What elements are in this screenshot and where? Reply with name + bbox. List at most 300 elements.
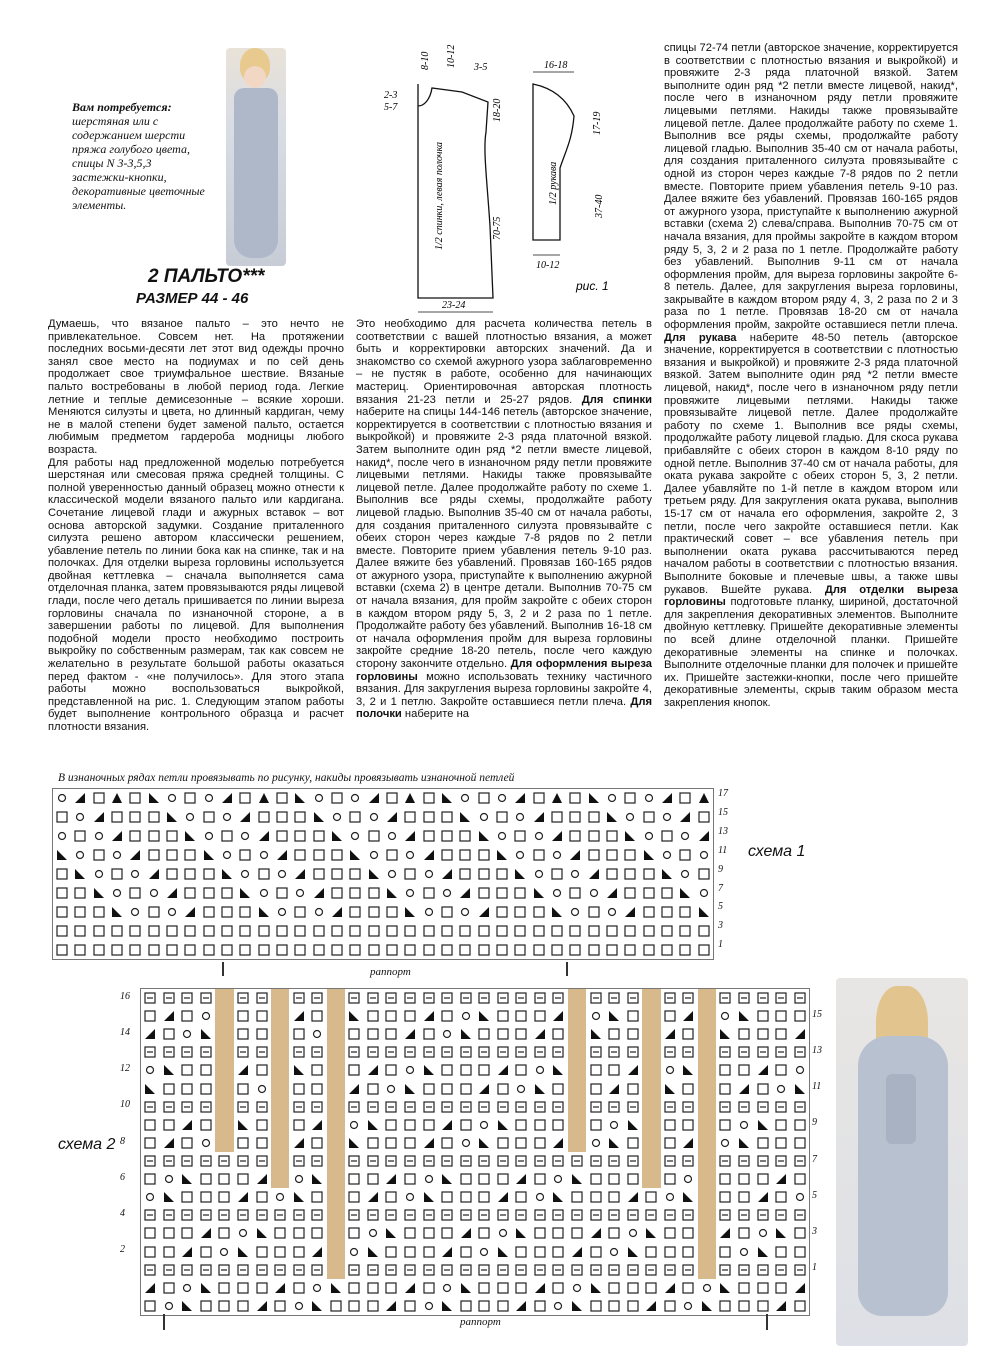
chart-cell (236, 789, 254, 808)
chart-cell (252, 1116, 271, 1134)
chart-cell (512, 1134, 531, 1152)
chart-cell (438, 1261, 457, 1279)
chart-cell (585, 789, 603, 808)
chart-cell (566, 846, 584, 865)
chart-cell (475, 940, 493, 959)
chart-cell (642, 1116, 661, 1134)
chart-cell (790, 1116, 809, 1134)
chart-cell (218, 827, 236, 846)
chart-cell (753, 989, 772, 1007)
chart-cell (382, 1243, 401, 1261)
chart-cell (218, 808, 236, 827)
chart-cell (420, 827, 438, 846)
chart-cell (308, 1279, 327, 1297)
chart-cell (181, 940, 199, 959)
chart-cell (289, 1279, 308, 1297)
scheme-2-rapport: раппорт (460, 1316, 501, 1328)
chart-cell (566, 883, 584, 902)
chart-cell (438, 789, 456, 808)
chart-cell (252, 1279, 271, 1297)
chart-cell (197, 1206, 216, 1224)
chart-cell (790, 1297, 809, 1315)
chart-cell (178, 1007, 197, 1025)
row-number: 9 (718, 863, 723, 875)
chart-cell (512, 1152, 531, 1170)
chart-cell (420, 940, 438, 959)
chart-cell (438, 1188, 457, 1206)
chart-cell (289, 1116, 308, 1134)
chart-cell (586, 1098, 605, 1116)
chart-cell (178, 1152, 197, 1170)
chart-cell (160, 1224, 179, 1242)
chart-cell (658, 865, 676, 884)
section-heading-back: Для спинки (581, 393, 653, 406)
chart-cell (640, 921, 658, 940)
chart-cell (252, 1152, 271, 1170)
chart-cell (456, 1224, 475, 1242)
chart-cell (346, 921, 364, 940)
chart-cell (475, 1279, 494, 1297)
chart-cell (586, 1261, 605, 1279)
chart-cell (438, 921, 456, 940)
chart-cell (640, 808, 658, 827)
chart-cell (271, 1206, 290, 1224)
chart-cell (271, 1261, 290, 1279)
chart-cell (586, 1279, 605, 1297)
chart-cell (623, 1098, 642, 1116)
chart-cell (419, 1206, 438, 1224)
chart-cell (255, 808, 273, 827)
chart-cell (475, 1098, 494, 1116)
chart-cell (494, 1261, 513, 1279)
chart-cell (71, 827, 89, 846)
chart-cell (71, 808, 89, 827)
dim-neck-depth-1: 2-3 (384, 90, 398, 101)
chart-cell (327, 1297, 346, 1315)
chart-cell (327, 1007, 346, 1025)
chart-cell (308, 1007, 327, 1025)
chart-cell (698, 1152, 717, 1170)
chart-cell (328, 902, 346, 921)
rapport-marker-right (566, 962, 568, 976)
chart-cell (328, 808, 346, 827)
chart-cell (735, 1134, 754, 1152)
chart-cell (71, 865, 89, 884)
chart-cell (291, 865, 309, 884)
chart-cell (494, 1116, 513, 1134)
chart-cell (197, 1261, 216, 1279)
chart-cell (438, 1134, 457, 1152)
chart-cell (511, 883, 529, 902)
chart-cell (141, 1206, 160, 1224)
chart-cell (475, 921, 493, 940)
chart-cell (364, 1279, 383, 1297)
chart-cell (310, 789, 328, 808)
chart-cell (531, 1098, 550, 1116)
materials-line: элементы. (72, 198, 127, 212)
chart-cell (218, 789, 236, 808)
chart-cell (178, 989, 197, 1007)
chart-cell (160, 1188, 179, 1206)
chart-cell (141, 1134, 160, 1152)
chart-cell (197, 1098, 216, 1116)
chart-cell (605, 1061, 624, 1079)
chart-cell (586, 1007, 605, 1025)
chart-cell (698, 1243, 717, 1261)
chart-cell (271, 989, 290, 1007)
chart-cell (640, 865, 658, 884)
chart-cell (549, 1188, 568, 1206)
chart-cell (475, 1224, 494, 1242)
chart-cell (475, 808, 493, 827)
chart-cell (215, 1080, 234, 1098)
chart-cell (364, 1116, 383, 1134)
chart-cell (163, 883, 181, 902)
chart-cell (605, 1007, 624, 1025)
chart-cell (419, 1116, 438, 1134)
chart-cell (108, 902, 126, 921)
chart-cell (419, 989, 438, 1007)
text-column-3 (664, 42, 958, 709)
chart-cell (549, 1061, 568, 1079)
chart-cell (289, 1170, 308, 1188)
chart-cell (327, 1080, 346, 1098)
materials-line: шерстяная или с (72, 114, 159, 128)
chart-cell (438, 808, 456, 827)
chart-cell (475, 1134, 494, 1152)
chart-cell (548, 883, 566, 902)
chart-cell (512, 1206, 531, 1224)
chart-cell (456, 846, 474, 865)
chart-cell (676, 808, 694, 827)
chart-cell (568, 1098, 587, 1116)
chart-cell (679, 1134, 698, 1152)
chart-cell (438, 827, 456, 846)
chart-cell (753, 1134, 772, 1152)
dim-sleeve-top: 16-18 (544, 60, 568, 71)
chart-cell (271, 1297, 290, 1315)
chart-cell (255, 883, 273, 902)
chart-cell (327, 1025, 346, 1043)
row-number: 11 (718, 844, 728, 856)
chart-cell (753, 1224, 772, 1242)
chart-cell (178, 1098, 197, 1116)
chart-cell (531, 1043, 550, 1061)
chart-cell (676, 940, 694, 959)
chart-cell (753, 1297, 772, 1315)
chart-cell (160, 1061, 179, 1079)
chart-cell (772, 1261, 791, 1279)
chart-cell (735, 1170, 754, 1188)
chart-cell (126, 827, 144, 846)
chart-cell (621, 808, 639, 827)
chart-cell (568, 1025, 587, 1043)
chart-cell (90, 789, 108, 808)
chart-cell (419, 1025, 438, 1043)
chart-cell (605, 1080, 624, 1098)
chart-cell (252, 1098, 271, 1116)
chart-cell (163, 865, 181, 884)
row-number: 1 (812, 1262, 817, 1274)
chart-cell (623, 1261, 642, 1279)
chart-cell (549, 1098, 568, 1116)
chart-cell (178, 1297, 197, 1315)
chart-cell (346, 902, 364, 921)
chart-cell (438, 1098, 457, 1116)
chart-cell (308, 1170, 327, 1188)
chart-cell (790, 1279, 809, 1297)
chart-cell (345, 1297, 364, 1315)
chart-cell (308, 1134, 327, 1152)
chart-cell (215, 1007, 234, 1025)
chart-cell (676, 921, 694, 940)
chart-cell (181, 827, 199, 846)
chart-cell (716, 1206, 735, 1224)
chart-cell (197, 1297, 216, 1315)
chart-cell (160, 1098, 179, 1116)
chart-cell (401, 1061, 420, 1079)
chart-cell (661, 1098, 680, 1116)
chart-cell (160, 989, 179, 1007)
rapport-marker-right-2 (766, 1314, 768, 1330)
chart-cell (382, 1206, 401, 1224)
chart-cell (512, 1297, 531, 1315)
chart-cell (676, 846, 694, 865)
chart-cell (494, 1206, 513, 1224)
chart-cell (585, 902, 603, 921)
chart-cell (735, 1243, 754, 1261)
back-outline (418, 84, 493, 298)
chart-cell (401, 1243, 420, 1261)
chart-cell (289, 1224, 308, 1242)
chart-cell (160, 1152, 179, 1170)
chart-cell (160, 1134, 179, 1152)
row-number: 15 (812, 1008, 822, 1020)
chart-cell (623, 1007, 642, 1025)
chart-cell (108, 921, 126, 940)
chart-cell (512, 1170, 531, 1188)
chart-cell (658, 921, 676, 940)
chart-cell (493, 883, 511, 902)
chart-cell (494, 1080, 513, 1098)
chart-cell (679, 1261, 698, 1279)
chart-cell (308, 1061, 327, 1079)
chart-cell (234, 1224, 253, 1242)
chart-cell (328, 846, 346, 865)
chart-cell (364, 1098, 383, 1116)
chart-cell (178, 1025, 197, 1043)
chart-cell (658, 846, 676, 865)
chart-cell (716, 1261, 735, 1279)
row-number: 15 (718, 806, 728, 818)
chart-cell (698, 1025, 717, 1043)
chart-cell (234, 1134, 253, 1152)
chart-cell (163, 808, 181, 827)
chart-cell (197, 1025, 216, 1043)
chart-cell (218, 940, 236, 959)
chart-cell (53, 921, 71, 940)
chart-cell (160, 1297, 179, 1315)
chart-cell (772, 1007, 791, 1025)
chart-cell (234, 1080, 253, 1098)
chart-cell (401, 1152, 420, 1170)
chart-cell (716, 1007, 735, 1025)
chart-cell (753, 1188, 772, 1206)
chart-cell (512, 1224, 531, 1242)
chart-cell (512, 1188, 531, 1206)
chart-cell (289, 1061, 308, 1079)
row-number: 12 (120, 1063, 130, 1075)
chart-cell (178, 1279, 197, 1297)
chart-cell (698, 1134, 717, 1152)
chart-cell (623, 989, 642, 1007)
pattern-figure (370, 40, 630, 315)
chart-cell (698, 989, 717, 1007)
chart-cell (623, 1188, 642, 1206)
chart-cell (493, 827, 511, 846)
chart-cell (181, 846, 199, 865)
chart-cell (640, 940, 658, 959)
chart-cell (200, 808, 218, 827)
chart-cell (401, 808, 419, 827)
chart-cell (438, 902, 456, 921)
chart-cell (141, 1224, 160, 1242)
chart-cell (642, 1261, 661, 1279)
chart-cell (328, 883, 346, 902)
chart-cell (327, 989, 346, 1007)
chart-cell (141, 1116, 160, 1134)
chart-cell (494, 1170, 513, 1188)
chart-cell (218, 921, 236, 940)
chart-cell (364, 1080, 383, 1098)
chart-cell (234, 989, 253, 1007)
chart-cell (252, 1134, 271, 1152)
chart-cell (327, 1134, 346, 1152)
chart-cell (790, 1061, 809, 1079)
chart-cell (382, 1297, 401, 1315)
chart-cell (252, 1188, 271, 1206)
chart-cell (568, 1170, 587, 1188)
row-number: 17 (718, 788, 728, 799)
chart-cell (197, 1134, 216, 1152)
chart-cell (365, 865, 383, 884)
chart-cell (642, 1080, 661, 1098)
chart-cell (327, 1206, 346, 1224)
chart-cell (640, 827, 658, 846)
chart-cell (126, 865, 144, 884)
chart-cell (289, 1134, 308, 1152)
chart-cell (308, 1261, 327, 1279)
scheme-1-chart (52, 788, 714, 960)
chart-cell (772, 1152, 791, 1170)
rapport-marker-left-2 (163, 1314, 165, 1330)
chart-cell (141, 1188, 160, 1206)
chart-cell (753, 1243, 772, 1261)
chart-cell (772, 1134, 791, 1152)
chart-cell (141, 1098, 160, 1116)
chart-cell (181, 883, 199, 902)
chart-cell (108, 846, 126, 865)
chart-cell (364, 1061, 383, 1079)
chart-cell (735, 989, 754, 1007)
chart-cell (178, 1224, 197, 1242)
chart-cell (679, 1279, 698, 1297)
chart-cell (345, 1043, 364, 1061)
chart-cell (621, 846, 639, 865)
chart-cell (126, 940, 144, 959)
chart-cell (548, 940, 566, 959)
chart-cell (475, 789, 493, 808)
chart-cell (310, 902, 328, 921)
chart-cell (456, 1279, 475, 1297)
chart-cell (511, 789, 529, 808)
chart-cell (271, 1243, 290, 1261)
chart-cell (160, 1243, 179, 1261)
chart-cell (679, 1206, 698, 1224)
chart-cell (530, 902, 548, 921)
chart-cell (716, 989, 735, 1007)
chart-cell (716, 1297, 735, 1315)
chart-cell (676, 827, 694, 846)
chart-cell (475, 1116, 494, 1134)
chart-cell (273, 883, 291, 902)
chart-cell (346, 883, 364, 902)
chart-cell (252, 1261, 271, 1279)
chart-cell (382, 1043, 401, 1061)
chart-cell (141, 989, 160, 1007)
chart-cell (679, 1170, 698, 1188)
chart-cell (345, 1116, 364, 1134)
chart-cell (753, 1261, 772, 1279)
chart-cell (605, 1170, 624, 1188)
chart-cell (53, 846, 71, 865)
chart-cell (327, 1116, 346, 1134)
chart-cell (310, 940, 328, 959)
chart-cell (345, 1279, 364, 1297)
chart-cell (753, 1007, 772, 1025)
chart-cell (163, 827, 181, 846)
chart-cell (289, 1025, 308, 1043)
chart-cell (160, 1279, 179, 1297)
chart-cell (735, 1224, 754, 1242)
chart-cell (273, 808, 291, 827)
chart-cell (658, 940, 676, 959)
chart-cell (772, 1043, 791, 1061)
chart-cell (790, 1206, 809, 1224)
chart-cell (141, 1080, 160, 1098)
chart-cell (419, 1061, 438, 1079)
chart-cell (475, 1170, 494, 1188)
chart-cell (271, 1152, 290, 1170)
row-number: 1 (718, 939, 723, 951)
chart-cell (735, 1043, 754, 1061)
chart-cell (365, 921, 383, 940)
dim-sleeve-length: 37-40 (594, 194, 605, 218)
chart-cell (215, 1243, 234, 1261)
chart-cell (291, 808, 309, 827)
chart-cell (345, 1098, 364, 1116)
chart-cell (456, 989, 475, 1007)
chart-cell (716, 1170, 735, 1188)
chart-cell (475, 1007, 494, 1025)
chart-cell (163, 902, 181, 921)
chart-cell (215, 1098, 234, 1116)
chart-cell (215, 1297, 234, 1315)
chart-cell (679, 1061, 698, 1079)
chart-cell (605, 1243, 624, 1261)
row-number: 9 (812, 1117, 817, 1129)
chart-cell (695, 921, 713, 940)
